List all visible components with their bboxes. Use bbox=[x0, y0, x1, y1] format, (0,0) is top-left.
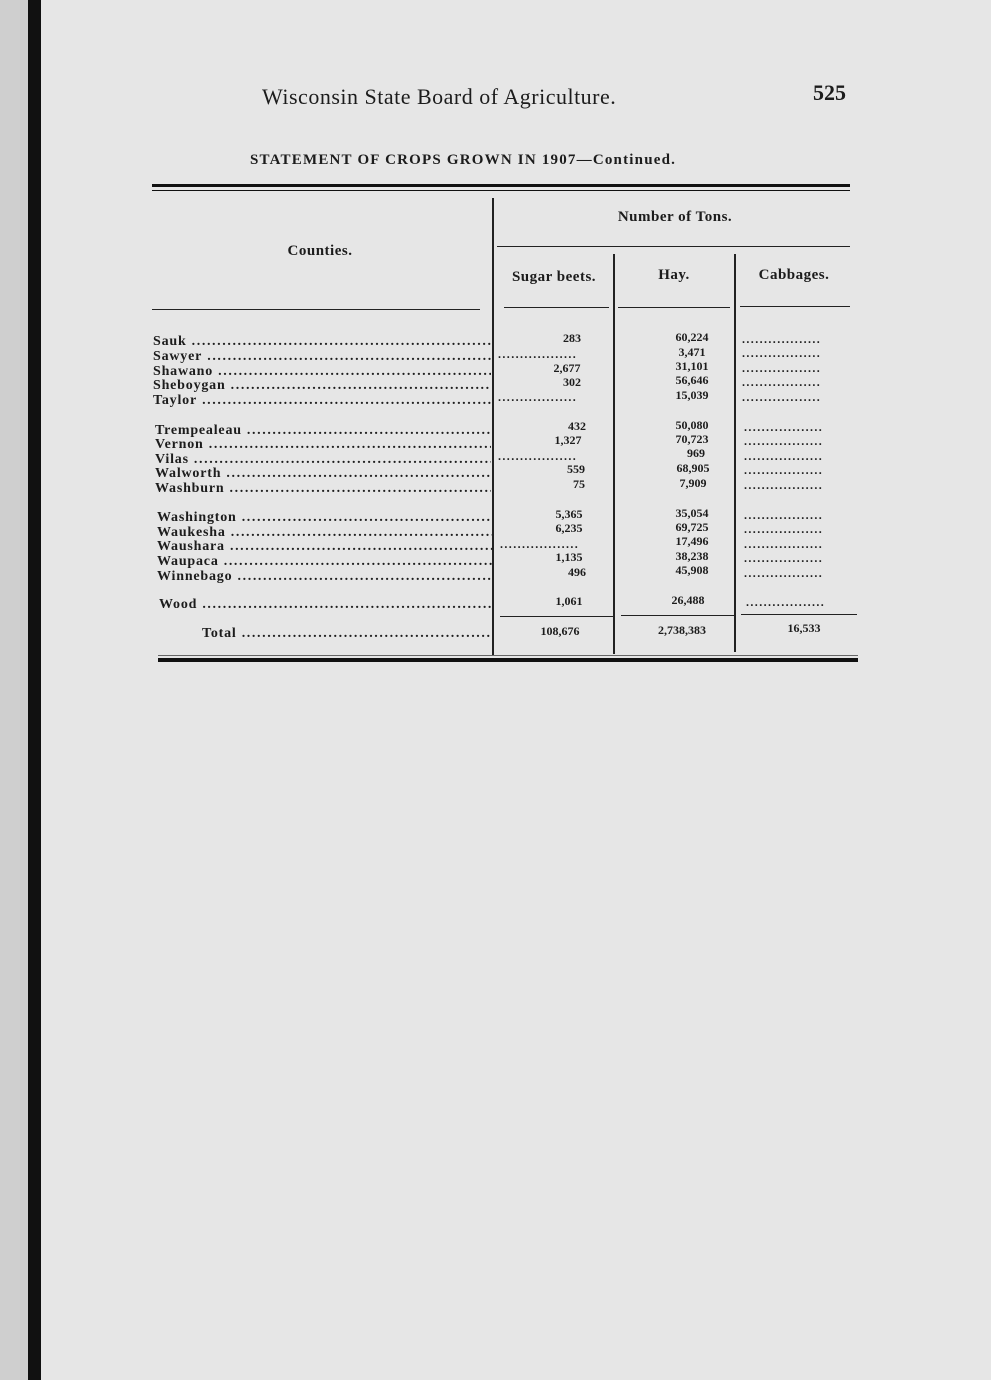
sugar-vernon: 1,327 bbox=[554, 433, 582, 447]
top-rule-thick bbox=[152, 184, 850, 187]
cabbages-header: Cabbages. bbox=[758, 267, 830, 283]
table-title: STATEMENT OF CROPS GROWN IN 1907—Continued. bbox=[250, 152, 677, 168]
sugar-shawano: 2,677 bbox=[553, 361, 581, 375]
hay-taylor: 15,039 bbox=[675, 388, 709, 402]
sugar-wood: 1,061 bbox=[555, 594, 583, 608]
sugar-beets-header: Sugar beets. bbox=[511, 269, 597, 285]
hay-winnebago: 45,908 bbox=[675, 563, 709, 577]
cabbage-vilas-dots: .................. bbox=[744, 449, 824, 463]
book-spine bbox=[28, 0, 41, 1380]
total-sugar: 108,676 bbox=[540, 624, 580, 638]
page-gutter-shadow bbox=[0, 0, 28, 1380]
bottom-rule-thick bbox=[158, 658, 858, 662]
county-wood: Wood ..... bbox=[159, 597, 492, 612]
total-hay: 2,738,383 bbox=[658, 623, 706, 637]
county-sawyer: Sawyer ..... bbox=[153, 349, 491, 364]
cabbage-washburn-dots: .................. bbox=[744, 478, 824, 492]
cabbage-washington-dots: .................. bbox=[744, 508, 824, 522]
sugar-trempealeau: 432 bbox=[568, 419, 586, 433]
county-washington: Washington ..... bbox=[157, 510, 492, 525]
counties-header: Counties. bbox=[287, 243, 353, 259]
total-cabbage: 16,533 bbox=[787, 621, 821, 635]
sugar-waupaca: 1,135 bbox=[555, 550, 583, 564]
sugar-walworth: 559 bbox=[567, 462, 585, 476]
hay-header-underline bbox=[618, 307, 730, 308]
county-washburn: Washburn ..... bbox=[155, 481, 491, 496]
hay-sheboygan: 56,646 bbox=[675, 373, 709, 387]
sugar-washburn: 75 bbox=[573, 477, 585, 491]
cabbage-taylor-dots: .................. bbox=[742, 390, 822, 404]
sugar-taylor-dots: .................. bbox=[498, 390, 578, 404]
cabbage-sheboygan-dots: .................. bbox=[742, 375, 822, 389]
county-walworth: Walworth ..... bbox=[155, 466, 491, 481]
sum-rule-cabbage bbox=[741, 614, 857, 615]
county-trempealeau: Trempealeau ..... bbox=[155, 423, 491, 438]
number-of-tons-header: Number of Tons. bbox=[617, 209, 733, 225]
cabbage-waushara-dots: .................. bbox=[744, 537, 824, 551]
sum-rule-hay bbox=[621, 615, 736, 616]
sugar-winnebago: 496 bbox=[568, 565, 586, 579]
county-vernon: Vernon ..... bbox=[155, 437, 491, 452]
sugar-vilas-dots: .................. bbox=[498, 449, 578, 463]
hay-washington: 35,054 bbox=[675, 506, 709, 520]
cabbage-trempealeau-dots: .................. bbox=[744, 420, 824, 434]
running-head: Wisconsin State Board of Agriculture. bbox=[262, 84, 617, 109]
cabbage-header-underline bbox=[740, 306, 850, 307]
sugar-sawyer-dots: .................. bbox=[498, 347, 578, 361]
county-sheboygan: Sheboygan ..... bbox=[153, 378, 491, 393]
sugar-waukesha: 6,235 bbox=[555, 521, 583, 535]
hay-walworth: 68,905 bbox=[676, 461, 710, 475]
county-sauk: Sauk ..... bbox=[153, 334, 491, 349]
cabbage-waupaca-dots: .................. bbox=[744, 551, 824, 565]
hay-trempealeau: 50,080 bbox=[675, 418, 709, 432]
sugar-sauk: 283 bbox=[563, 331, 581, 345]
group-header-underline bbox=[497, 246, 850, 247]
bottom-rule-thin bbox=[158, 655, 858, 656]
counties-header-underline bbox=[152, 309, 480, 310]
total-label: Total ..... bbox=[202, 626, 492, 641]
top-rule-thin bbox=[152, 190, 850, 191]
cabbage-shawano-dots: .................. bbox=[742, 361, 822, 375]
county-waupaca: Waupaca ..... bbox=[157, 554, 492, 569]
col-sep-counties bbox=[492, 198, 494, 656]
sugar-sheboygan: 302 bbox=[563, 375, 581, 389]
hay-wood: 26,488 bbox=[671, 593, 705, 607]
cabbage-winnebago-dots: .................. bbox=[744, 566, 824, 580]
hay-waupaca: 38,238 bbox=[675, 549, 709, 563]
hay-waushara: 17,496 bbox=[675, 534, 709, 548]
county-waukesha: Waukesha ..... bbox=[157, 525, 492, 540]
county-shawano: Shawano ..... bbox=[153, 364, 491, 379]
cabbage-waukesha-dots: .................. bbox=[744, 522, 824, 536]
county-winnebago: Winnebago ..... bbox=[157, 569, 492, 584]
hay-vilas: 969 bbox=[687, 446, 705, 460]
hay-washburn: 7,909 bbox=[679, 476, 707, 490]
hay-header: Hay. bbox=[658, 267, 690, 283]
sugar-header-underline bbox=[504, 307, 609, 308]
cabbage-sauk-dots: .................. bbox=[742, 332, 822, 346]
hay-waukesha: 69,725 bbox=[675, 520, 709, 534]
sugar-washington: 5,365 bbox=[555, 507, 583, 521]
cabbage-walworth-dots: .................. bbox=[744, 463, 824, 477]
county-taylor: Taylor ..... bbox=[153, 393, 491, 408]
hay-vernon: 70,723 bbox=[675, 432, 709, 446]
hay-sauk: 60,224 bbox=[675, 330, 709, 344]
county-waushara: Waushara ..... bbox=[157, 539, 492, 554]
sum-rule-sugar bbox=[500, 616, 614, 617]
county-vilas: Vilas ..... bbox=[155, 452, 491, 467]
cabbage-sawyer-dots: .................. bbox=[742, 346, 822, 360]
sugar-waushara-dots: .................. bbox=[500, 537, 580, 551]
page-number: 525 bbox=[813, 80, 846, 105]
hay-shawano: 31,101 bbox=[675, 359, 709, 373]
cabbage-wood-dots: .................. bbox=[746, 595, 826, 609]
cabbage-vernon-dots: .................. bbox=[744, 434, 824, 448]
hay-sawyer: 3,471 bbox=[678, 345, 706, 359]
